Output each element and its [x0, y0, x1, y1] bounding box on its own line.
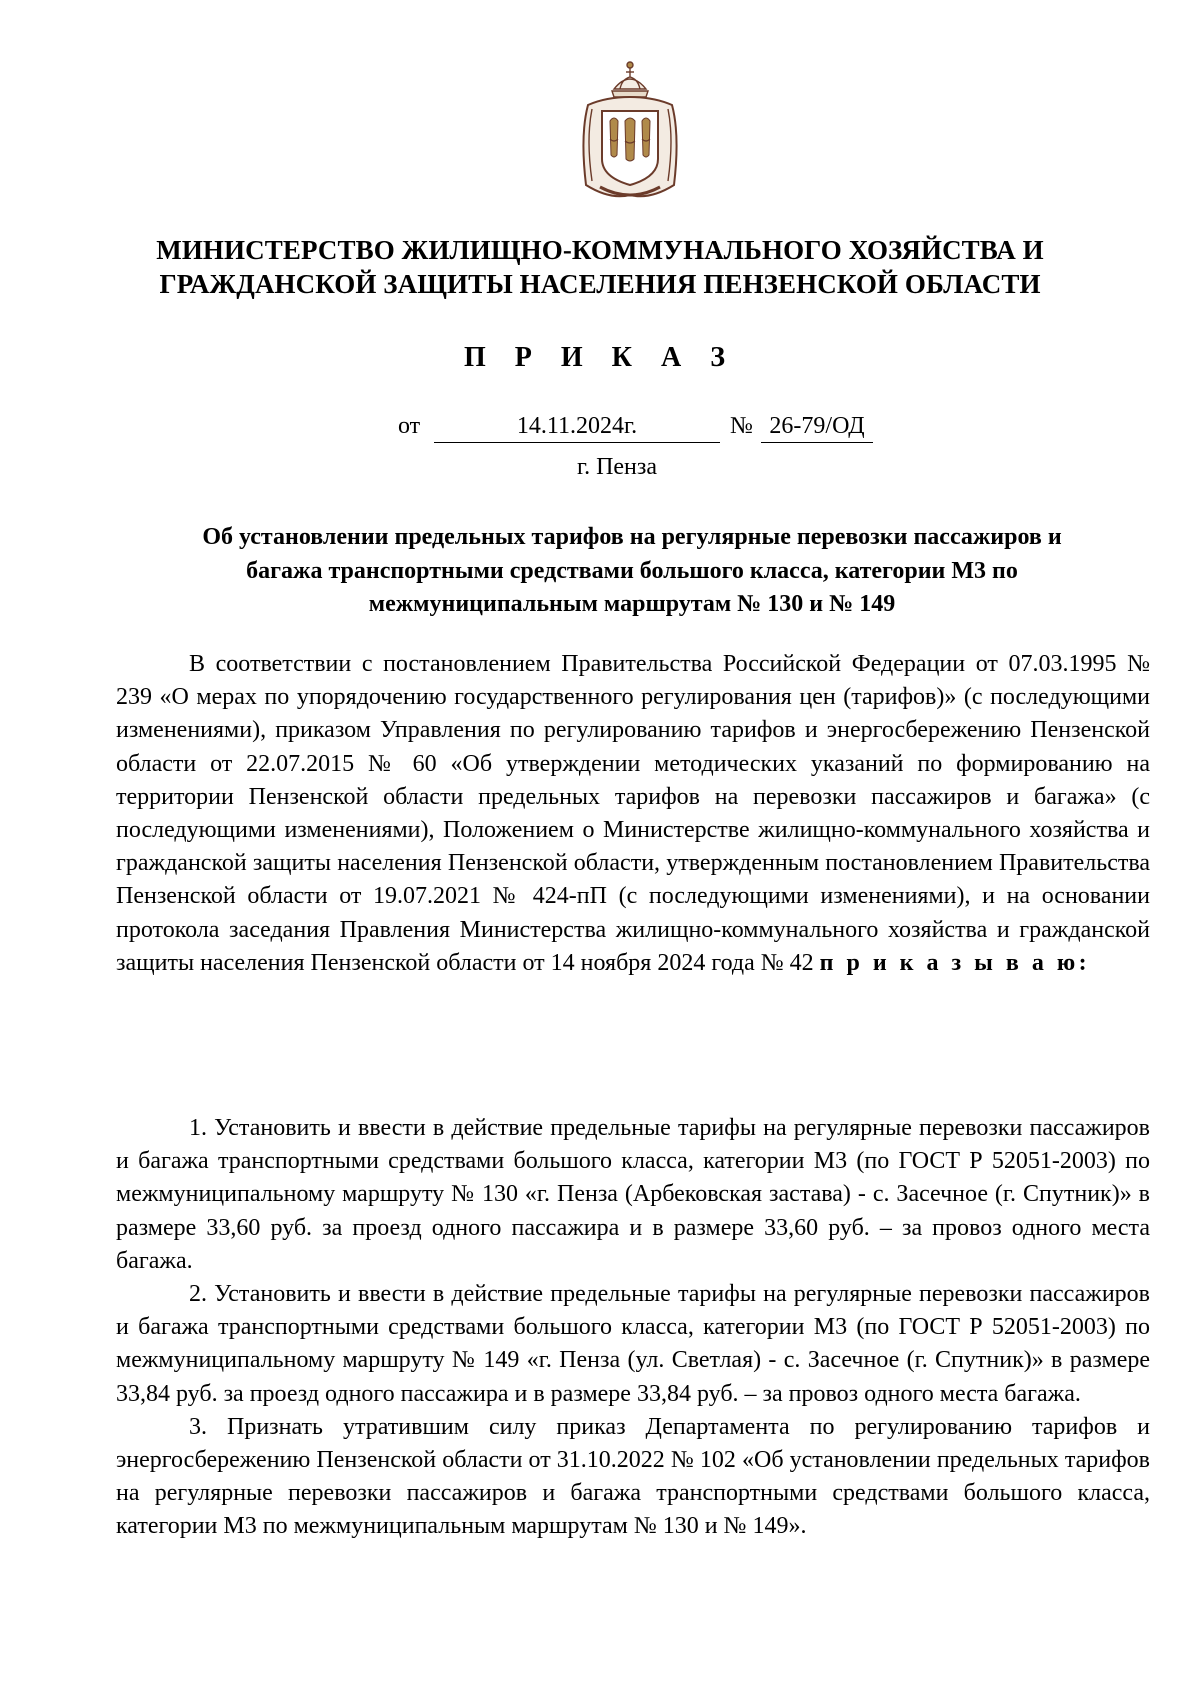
title-line-1: Об установлении предельных тарифов на регулярные перевозки пассажиров и [202, 524, 1062, 550]
ministry-name [100, 233, 1100, 301]
document-number: 26-79/ОД [761, 411, 873, 443]
document-date: 14.11.2024г. [434, 411, 720, 443]
preamble-text: В соответствии с постановлением Правительства Российской Федерации от 07.03.1995 № 239 «О мерах по упорядочению государственного регулирования цен (тарифов)» (с последующими изменениями), приказом Управления по регулированию тарифов и энергосбережению Пензенской области от 22.07.2015 № 60 «Об утверждении методических указаний по формированию на территории Пензенской области предельных тарифов на перевозки пассажиров и багажа» (с последующими изменениями), Положением о Министерстве жилищно-коммунального хозяйства и гражданской защиты населения Пензенской области, утвержденным постановлением Правительства Пензенской области от 19.07.2021 № 424-пП (с последующими изменениями), и на основании протокола заседания Правления Министерства жилищно-коммунального хозяйства и гражданской защиты населения Пензенской области от 14 ноября 2024 года № 42 [116, 651, 1150, 976]
ministry-name-line-2: ГРАЖДАНСКОЙ ЗАЩИТЫ НАСЕЛЕНИЯ ПЕНЗЕНСКОЙ ОБЛАСТИ [159, 269, 1041, 299]
order-item-3: 3. Признать утратившим силу приказ Департамента по регулированию тарифов и энергосбережению Пензенской области от 31.10.2022 № 102 «Об установлении предельных тарифов на регулярные перевозки пассажиров и багажа транспортными средствами большого класса, категории М3 по межмуниципальным маршрутам № 130 и № 149». [116, 1413, 1150, 1540]
order-item-1: 1. Установить и ввести в действие предельные тарифы на регулярные перевозки пассажиров и багажа транспортными средствами большого класса, категории М3 (по ГОСТ Р 52051-2003) по межмуниципальному маршруту № 130 «г. Пенза (Арбековская застава) - с. Засечное (г. Спутник)» в размере 33,60 руб. за проезд одного пассажира и в размере 33,60 руб. – за провоз одного места багажа. [116, 1115, 1150, 1274]
document-title [112, 521, 1152, 622]
coat-of-arms-icon [570, 55, 690, 203]
order-item-2: 2. Установить и ввести в действие предельные тарифы на регулярные перевозки пассажиров и багажа транспортными средствами большого класса, категории М3 (по ГОСТ Р 52051-2003) по межмуниципальному маршруту № 149 «г. Пенза (ул. Светлая) - с. Засечное (г. Спутник)» в размере 33,84 руб. за проезд одного пассажира и в размере 33,84 руб. – за провоз одного места багажа. [116, 1281, 1150, 1407]
ministry-name-line-1: МИНИСТЕРСТВО ЖИЛИЩНО-КОММУНАЛЬНОГО ХОЗЯЙСТВА И [156, 235, 1044, 265]
order-word: п р и к а з ы в а ю: [819, 949, 1091, 976]
date-prefix: от [398, 413, 421, 439]
preamble-paragraph [116, 648, 1150, 980]
order-items-list [116, 1112, 1150, 1544]
title-line-2: багажа транспортными средствами большого класса, категории М3 по [246, 557, 1018, 584]
document-city: г. Пенза [576, 454, 658, 480]
document-type-heading: П Р И К А З [464, 342, 736, 373]
number-sign: № [730, 413, 753, 439]
title-line-3: межмуниципальным маршрутам № 130 и № 149 [368, 591, 896, 617]
